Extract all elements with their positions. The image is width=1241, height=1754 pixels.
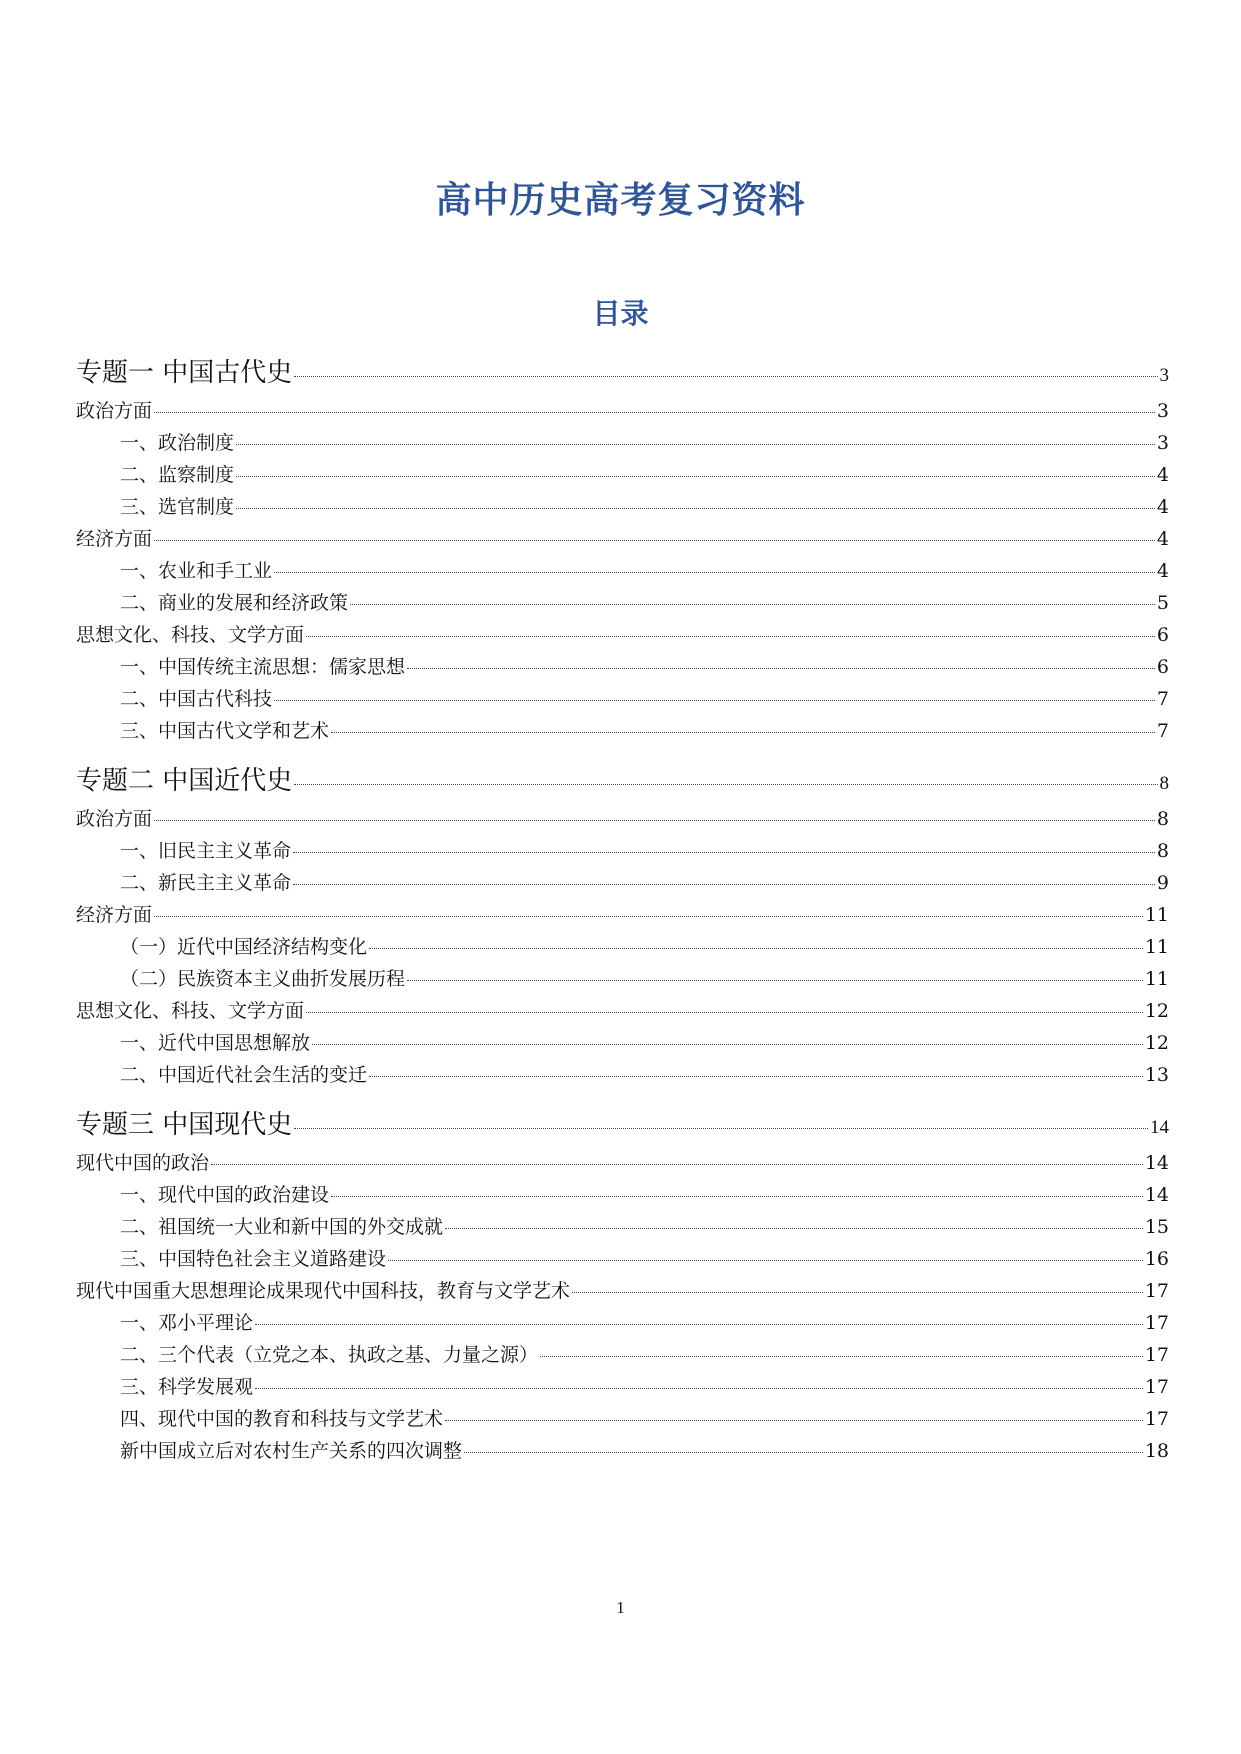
toc-entry-page: 17 — [1144, 1280, 1169, 1302]
toc-item-entry[interactable] — [76, 1404, 1169, 1431]
toc-entry-label: 四、现代中国的教育和科技与文学艺术 — [120, 1408, 444, 1430]
toc-entry-page: 17 — [1144, 1408, 1169, 1430]
dot-leader — [312, 1044, 1143, 1045]
toc-item-entry[interactable] — [76, 428, 1169, 455]
toc-subsection-entry[interactable] — [76, 524, 1169, 551]
toc-item-entry[interactable] — [76, 556, 1169, 583]
toc-item-entry[interactable] — [76, 836, 1169, 863]
toc-item-entry[interactable] — [76, 964, 1169, 991]
toc-entry-page: 6 — [1156, 656, 1169, 678]
toc-entry-label: 一、旧民主主义革命 — [120, 840, 292, 862]
toc-entry-page: 11 — [1144, 936, 1169, 958]
dot-leader — [236, 476, 1155, 477]
toc-item-entry[interactable] — [76, 932, 1169, 959]
toc-item-entry[interactable] — [76, 1060, 1169, 1087]
toc-entry-label: 专题三 中国现代史 — [76, 1110, 293, 1140]
dot-leader — [572, 1292, 1143, 1293]
toc-subsection-entry[interactable] — [76, 900, 1169, 927]
toc-entry-page: 4 — [1156, 464, 1169, 486]
toc-item-entry[interactable] — [76, 1180, 1169, 1207]
toc-item-entry[interactable] — [76, 652, 1169, 679]
toc-subsection-entry[interactable] — [76, 996, 1169, 1023]
toc-entry-page: 4 — [1156, 496, 1169, 518]
dot-leader — [294, 1128, 1148, 1129]
toc-item-entry[interactable] — [76, 1340, 1169, 1367]
dot-leader — [369, 1076, 1143, 1077]
toc-entry-label: 二、商业的发展和经济政策 — [120, 592, 349, 614]
toc-section-entry[interactable] — [76, 352, 1169, 389]
dot-leader — [445, 1420, 1143, 1421]
toc-entry-label: 专题一 中国古代史 — [76, 358, 293, 388]
toc-entry-page: 14 — [1144, 1184, 1169, 1206]
toc-subsection-entry[interactable] — [76, 1276, 1169, 1303]
toc-entry-label: （二）民族资本主义曲折发展历程 — [120, 968, 406, 990]
page-number: 1 — [616, 1598, 625, 1617]
dot-leader — [331, 1196, 1143, 1197]
toc-entry-label: 一、政治制度 — [120, 432, 235, 454]
toc-entry-page: 17 — [1144, 1376, 1169, 1398]
toc-entry-label: 三、中国特色社会主义道路建设 — [120, 1248, 387, 1270]
dot-leader — [388, 1260, 1143, 1261]
toc-entry-label: 政治方面 — [76, 808, 153, 830]
toc-item-entry[interactable] — [76, 1372, 1169, 1399]
dot-leader — [154, 540, 1155, 541]
toc-entry-label: 现代中国的政治 — [76, 1152, 210, 1174]
toc-entry-page: 8 — [1159, 773, 1169, 794]
toc-entry-page: 15 — [1144, 1216, 1169, 1238]
dot-leader — [306, 636, 1155, 637]
toc-item-entry[interactable] — [76, 1244, 1169, 1271]
toc-subsection-entry[interactable] — [76, 1148, 1169, 1175]
toc-entry-label: 政治方面 — [76, 400, 153, 422]
toc-entry-label: 一、邓小平理论 — [120, 1312, 254, 1334]
toc-entry-page: 4 — [1156, 560, 1169, 582]
toc-entry-page: 14 — [1150, 1117, 1169, 1138]
toc-entry-page: 5 — [1156, 592, 1169, 614]
toc-entry-page: 4 — [1156, 528, 1169, 550]
dot-leader — [540, 1356, 1143, 1357]
toc-entry-label: 经济方面 — [76, 528, 153, 550]
toc-item-entry[interactable] — [76, 1436, 1169, 1463]
dot-leader — [154, 412, 1155, 413]
dot-leader — [293, 884, 1155, 885]
toc-entry-page: 17 — [1144, 1312, 1169, 1334]
dot-leader — [407, 980, 1143, 981]
toc-entry-page: 9 — [1156, 872, 1169, 894]
toc-entry-page: 7 — [1156, 720, 1169, 742]
toc-entry-page: 7 — [1156, 688, 1169, 710]
toc-subsection-entry[interactable] — [76, 804, 1169, 831]
dot-leader — [255, 1388, 1143, 1389]
toc-entry-label: 二、监察制度 — [120, 464, 235, 486]
dot-leader — [236, 444, 1155, 445]
dot-leader — [294, 376, 1157, 377]
toc-item-entry[interactable] — [76, 1308, 1169, 1335]
dot-leader — [464, 1452, 1143, 1453]
toc-entry-page: 12 — [1144, 1000, 1169, 1022]
toc-entry-label: 思想文化、科技、文学方面 — [76, 624, 305, 646]
toc-entry-label: 一、中国传统主流思想：儒家思想 — [120, 656, 406, 678]
dot-leader — [236, 508, 1155, 509]
toc-item-entry[interactable] — [76, 492, 1169, 519]
dot-leader — [331, 732, 1155, 733]
document-title: 高中历史高考复习资料 — [435, 180, 806, 221]
toc-entry-page: 6 — [1156, 624, 1169, 646]
toc-item-entry[interactable] — [76, 1028, 1169, 1055]
toc-entry-page: 18 — [1144, 1440, 1169, 1462]
dot-leader — [350, 604, 1155, 605]
dot-leader — [255, 1324, 1143, 1325]
toc-entry-label: 新中国成立后对农村生产关系的四次调整 — [120, 1440, 463, 1462]
toc-section-entry[interactable] — [76, 760, 1169, 797]
dot-leader — [306, 1012, 1143, 1013]
toc-entry-label: （一）近代中国经济结构变化 — [120, 936, 368, 958]
toc-entry-label: 三、科学发展观 — [120, 1376, 254, 1398]
dot-leader — [369, 948, 1143, 949]
toc-entry-label: 一、现代中国的政治建设 — [120, 1184, 330, 1206]
toc-entry-page: 13 — [1144, 1064, 1169, 1086]
toc-entry-page: 8 — [1156, 808, 1169, 830]
toc-entry-label: 三、选官制度 — [120, 496, 235, 518]
toc-entry-label: 三、中国古代文学和艺术 — [120, 720, 330, 742]
dot-leader — [154, 820, 1155, 821]
toc-entry-label: 专题二 中国近代史 — [76, 766, 293, 796]
toc-entry-page: 3 — [1156, 432, 1169, 454]
dot-leader — [274, 572, 1155, 573]
toc-entry-label: 一、近代中国思想解放 — [120, 1032, 311, 1054]
toc-item-entry[interactable] — [76, 460, 1169, 487]
toc-entry-page: 16 — [1144, 1248, 1169, 1270]
toc-item-entry[interactable] — [76, 684, 1169, 711]
toc-entry-label: 经济方面 — [76, 904, 153, 926]
toc-entry-page: 12 — [1144, 1032, 1169, 1054]
toc-heading: 目录 — [592, 297, 649, 330]
toc-subsection-entry[interactable] — [76, 620, 1169, 647]
toc-entry-page: 17 — [1144, 1344, 1169, 1366]
toc-item-entry[interactable] — [76, 588, 1169, 615]
toc-entry-page: 3 — [1159, 365, 1169, 386]
toc-entry-label: 二、三个代表（立党之本、执政之基、力量之源） — [120, 1344, 539, 1366]
toc-item-entry[interactable] — [76, 716, 1169, 743]
dot-leader — [294, 784, 1157, 785]
dot-leader — [211, 1164, 1143, 1165]
dot-leader — [445, 1228, 1143, 1229]
toc-entry-page: 3 — [1156, 400, 1169, 422]
toc-entry-label: 二、祖国统一大业和新中国的外交成就 — [120, 1216, 444, 1238]
toc-entry-label: 二、中国近代社会生活的变迁 — [120, 1064, 368, 1086]
toc-entry-page: 11 — [1144, 904, 1169, 926]
toc-entry-page: 11 — [1144, 968, 1169, 990]
toc-subsection-entry[interactable] — [76, 396, 1169, 423]
toc-entry-label: 一、农业和手工业 — [120, 560, 273, 582]
toc-entry-label: 思想文化、科技、文学方面 — [76, 1000, 305, 1022]
dot-leader — [293, 852, 1155, 853]
toc-entry-page: 14 — [1144, 1152, 1169, 1174]
dot-leader — [274, 700, 1155, 701]
toc-item-entry[interactable] — [76, 1212, 1169, 1239]
toc-entry-label: 二、新民主主义革命 — [120, 872, 292, 894]
toc-section-entry[interactable] — [76, 1104, 1169, 1141]
dot-leader — [154, 916, 1143, 917]
toc-entry-label: 二、中国古代科技 — [120, 688, 273, 710]
toc-entry-label: 现代中国重大思想理论成果现代中国科技，教育与文学艺术 — [76, 1280, 571, 1302]
toc-item-entry[interactable] — [76, 868, 1169, 895]
toc-entry-page: 8 — [1156, 840, 1169, 862]
dot-leader — [407, 668, 1155, 669]
